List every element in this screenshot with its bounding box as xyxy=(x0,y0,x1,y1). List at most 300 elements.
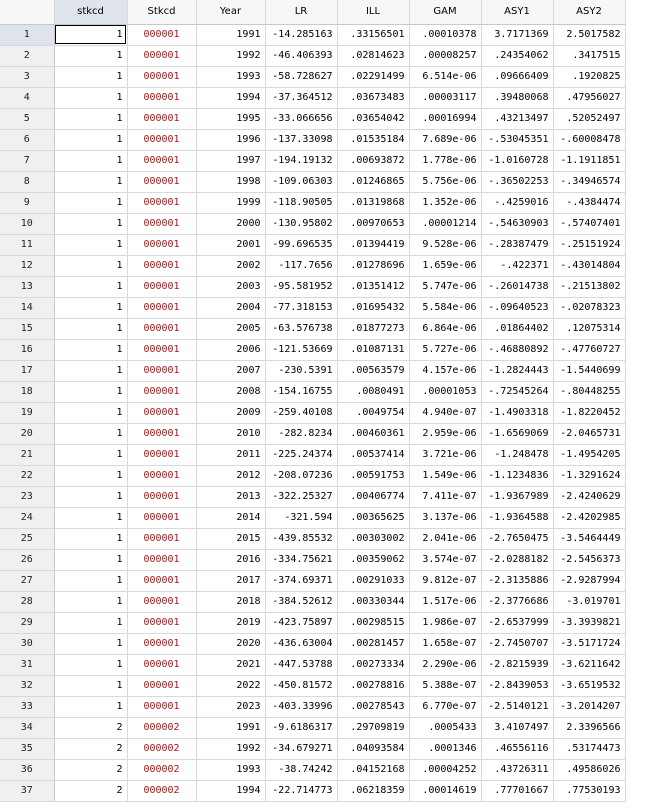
cell-lr[interactable]: -450.81572 xyxy=(265,675,337,696)
cell-stkcd[interactable]: 000001 xyxy=(127,276,196,297)
cell-gam[interactable]: 9.528e-06 xyxy=(409,234,481,255)
cell-stkcd[interactable]: 000001 xyxy=(127,570,196,591)
cell-lr[interactable]: -322.25327 xyxy=(265,486,337,507)
row-number[interactable]: 26 xyxy=(0,549,54,570)
cell-year[interactable]: 2016 xyxy=(196,549,265,570)
cell-ill[interactable]: .00693872 xyxy=(337,150,409,171)
cell-stkcd[interactable]: 1 xyxy=(54,549,127,570)
cell-year[interactable]: 1994 xyxy=(196,87,265,108)
cell-year[interactable]: 1994 xyxy=(196,780,265,801)
cell-gam[interactable]: .00004252 xyxy=(409,759,481,780)
cell-lr[interactable]: -95.581952 xyxy=(265,276,337,297)
cell-stkcd[interactable]: 1 xyxy=(54,87,127,108)
cell-lr[interactable]: -37.364512 xyxy=(265,87,337,108)
cell-ill[interactable]: .04093584 xyxy=(337,738,409,759)
cell-stkcd[interactable]: 1 xyxy=(54,150,127,171)
cell-ill[interactable]: .00563579 xyxy=(337,360,409,381)
cell-stkcd[interactable]: 000002 xyxy=(127,738,196,759)
cell-asy2[interactable]: -1.5440699 xyxy=(553,360,625,381)
cell-asy1[interactable]: 3.7171369 xyxy=(481,24,553,45)
cell-stkcd[interactable]: 000001 xyxy=(127,255,196,276)
cell-ill[interactable]: .00303002 xyxy=(337,528,409,549)
row-number[interactable]: 24 xyxy=(0,507,54,528)
cell-stkcd[interactable]: 1 xyxy=(54,423,127,444)
cell-asy1[interactable]: -1.0160728 xyxy=(481,150,553,171)
cell-gam[interactable]: .00001053 xyxy=(409,381,481,402)
cell-lr[interactable]: -194.19132 xyxy=(265,150,337,171)
cell-year[interactable]: 2018 xyxy=(196,591,265,612)
cell-stkcd[interactable]: 000001 xyxy=(127,654,196,675)
cell-gam[interactable]: 6.770e-07 xyxy=(409,696,481,717)
cell-year[interactable]: 2000 xyxy=(196,213,265,234)
cell-gam[interactable]: 3.137e-06 xyxy=(409,507,481,528)
cell-stkcd[interactable]: 000001 xyxy=(127,108,196,129)
column-header-asy2[interactable]: ASY2 xyxy=(553,0,625,24)
row-number[interactable]: 6 xyxy=(0,129,54,150)
cell-ill[interactable]: .00278543 xyxy=(337,696,409,717)
cell-asy2[interactable]: -.34946574 xyxy=(553,171,625,192)
cell-asy1[interactable]: .09666409 xyxy=(481,66,553,87)
cell-stkcd[interactable]: 1 xyxy=(54,171,127,192)
cell-asy1[interactable]: -.28387479 xyxy=(481,234,553,255)
cell-stkcd[interactable]: 000001 xyxy=(127,234,196,255)
cell-asy2[interactable]: 2.5017582 xyxy=(553,24,625,45)
cell-gam[interactable]: 5.756e-06 xyxy=(409,171,481,192)
cell-asy2[interactable]: -3.3939821 xyxy=(553,612,625,633)
cell-asy2[interactable]: -2.9287994 xyxy=(553,570,625,591)
cell-year[interactable]: 2012 xyxy=(196,465,265,486)
cell-asy1[interactable]: .46556116 xyxy=(481,738,553,759)
cell-asy1[interactable]: -.46880892 xyxy=(481,339,553,360)
cell-stkcd[interactable]: 000001 xyxy=(127,549,196,570)
cell-asy1[interactable]: -2.3135886 xyxy=(481,570,553,591)
cell-stkcd[interactable]: 000001 xyxy=(127,171,196,192)
row-number[interactable]: 3 xyxy=(0,66,54,87)
cell-year[interactable]: 2014 xyxy=(196,507,265,528)
cell-lr[interactable]: -46.406393 xyxy=(265,45,337,66)
cell-stkcd[interactable]: 000001 xyxy=(127,192,196,213)
cell-ill[interactable]: .00298515 xyxy=(337,612,409,633)
cell-stkcd[interactable]: 000001 xyxy=(127,423,196,444)
cell-ill[interactable]: .0080491 xyxy=(337,381,409,402)
cell-stkcd[interactable]: 000001 xyxy=(127,633,196,654)
cell-year[interactable]: 2015 xyxy=(196,528,265,549)
cell-asy2[interactable]: .49586026 xyxy=(553,759,625,780)
row-number[interactable]: 13 xyxy=(0,276,54,297)
cell-stkcd[interactable]: 000001 xyxy=(127,696,196,717)
cell-asy1[interactable]: -.09640523 xyxy=(481,297,553,318)
cell-asy2[interactable]: -.25151924 xyxy=(553,234,625,255)
cell-asy2[interactable]: -3.2014207 xyxy=(553,696,625,717)
cell-gam[interactable]: 1.778e-06 xyxy=(409,150,481,171)
cell-stkcd[interactable]: 1 xyxy=(54,381,127,402)
row-number[interactable]: 30 xyxy=(0,633,54,654)
cell-stkcd[interactable]: 000001 xyxy=(127,87,196,108)
cell-gam[interactable]: .00001214 xyxy=(409,213,481,234)
cell-lr[interactable]: -121.53669 xyxy=(265,339,337,360)
cell-asy2[interactable]: -1.3291624 xyxy=(553,465,625,486)
cell-asy1[interactable]: .43726311 xyxy=(481,759,553,780)
cell-asy1[interactable]: -1.9364588 xyxy=(481,507,553,528)
cell-year[interactable]: 1998 xyxy=(196,171,265,192)
cell-stkcd[interactable]: 2 xyxy=(54,780,127,801)
cell-gam[interactable]: 7.689e-06 xyxy=(409,129,481,150)
cell-year[interactable]: 2019 xyxy=(196,612,265,633)
cell-stkcd[interactable]: 000001 xyxy=(127,528,196,549)
cell-ill[interactable]: .04152168 xyxy=(337,759,409,780)
row-number[interactable]: 5 xyxy=(0,108,54,129)
cell-stkcd[interactable]: 1 xyxy=(54,318,127,339)
row-number[interactable]: 21 xyxy=(0,444,54,465)
row-number[interactable]: 7 xyxy=(0,150,54,171)
cell-ill[interactable]: .00460361 xyxy=(337,423,409,444)
cell-asy1[interactable]: 3.4107497 xyxy=(481,717,553,738)
cell-ill[interactable]: .03673483 xyxy=(337,87,409,108)
cell-gam[interactable]: 5.727e-06 xyxy=(409,339,481,360)
cell-stkcd[interactable]: 1 xyxy=(54,675,127,696)
cell-gam[interactable]: 3.721e-06 xyxy=(409,444,481,465)
row-number[interactable]: 28 xyxy=(0,591,54,612)
cell-stkcd[interactable]: 000001 xyxy=(127,24,196,45)
row-number[interactable]: 23 xyxy=(0,486,54,507)
cell-stkcd[interactable]: 000001 xyxy=(127,66,196,87)
cell-year[interactable]: 2022 xyxy=(196,675,265,696)
cell-ill[interactable]: .03654042 xyxy=(337,108,409,129)
cell-stkcd[interactable]: 1 xyxy=(54,24,127,45)
cell-lr[interactable]: -208.07236 xyxy=(265,465,337,486)
cell-stkcd[interactable]: 2 xyxy=(54,738,127,759)
cell-ill[interactable]: .00278816 xyxy=(337,675,409,696)
cell-gam[interactable]: 1.352e-06 xyxy=(409,192,481,213)
cell-stkcd[interactable]: 1 xyxy=(54,402,127,423)
row-number[interactable]: 17 xyxy=(0,360,54,381)
cell-ill[interactable]: .00406774 xyxy=(337,486,409,507)
cell-gam[interactable]: 2.290e-06 xyxy=(409,654,481,675)
row-number[interactable]: 36 xyxy=(0,759,54,780)
cell-lr[interactable]: -9.6186317 xyxy=(265,717,337,738)
cell-ill[interactable]: .06218359 xyxy=(337,780,409,801)
row-number[interactable]: 2 xyxy=(0,45,54,66)
cell-lr[interactable]: -117.7656 xyxy=(265,255,337,276)
cell-stkcd[interactable]: 1 xyxy=(54,696,127,717)
cell-asy2[interactable]: .1920825 xyxy=(553,66,625,87)
cell-year[interactable]: 1992 xyxy=(196,738,265,759)
cell-ill[interactable]: .02291499 xyxy=(337,66,409,87)
cell-year[interactable]: 2008 xyxy=(196,381,265,402)
cell-ill[interactable]: .33156501 xyxy=(337,24,409,45)
cell-lr[interactable]: -22.714773 xyxy=(265,780,337,801)
row-number[interactable]: 22 xyxy=(0,465,54,486)
cell-stkcd[interactable]: 1 xyxy=(54,360,127,381)
cell-year[interactable]: 1993 xyxy=(196,66,265,87)
cell-asy1[interactable]: -.26014738 xyxy=(481,276,553,297)
cell-gam[interactable]: 3.574e-07 xyxy=(409,549,481,570)
cell-stkcd[interactable]: 1 xyxy=(54,486,127,507)
cell-stkcd[interactable]: 1 xyxy=(54,192,127,213)
cell-ill[interactable]: .01535184 xyxy=(337,129,409,150)
cell-asy2[interactable]: .77530193 xyxy=(553,780,625,801)
cell-stkcd[interactable]: 000001 xyxy=(127,129,196,150)
cell-gam[interactable]: .0001346 xyxy=(409,738,481,759)
cell-stkcd[interactable]: 1 xyxy=(54,465,127,486)
cell-asy1[interactable]: -2.0288182 xyxy=(481,549,553,570)
cell-stkcd[interactable]: 1 xyxy=(54,66,127,87)
cell-stkcd[interactable]: 1 xyxy=(54,633,127,654)
cell-lr[interactable]: -33.066656 xyxy=(265,108,337,129)
cell-asy1[interactable]: .43213497 xyxy=(481,108,553,129)
cell-asy1[interactable]: .77701667 xyxy=(481,780,553,801)
cell-asy2[interactable]: -1.8220452 xyxy=(553,402,625,423)
cell-ill[interactable]: .01278696 xyxy=(337,255,409,276)
column-header-stkcd[interactable]: stkcd xyxy=(54,0,127,24)
cell-asy2[interactable]: -.47760727 xyxy=(553,339,625,360)
cell-stkcd[interactable]: 000001 xyxy=(127,507,196,528)
cell-stkcd[interactable]: 1 xyxy=(54,612,127,633)
cell-gam[interactable]: 7.411e-07 xyxy=(409,486,481,507)
row-number[interactable]: 34 xyxy=(0,717,54,738)
cell-ill[interactable]: .00330344 xyxy=(337,591,409,612)
cell-lr[interactable]: -423.75897 xyxy=(265,612,337,633)
cell-asy2[interactable]: -.4384474 xyxy=(553,192,625,213)
cell-asy1[interactable]: .39480068 xyxy=(481,87,553,108)
cell-stkcd[interactable]: 000002 xyxy=(127,780,196,801)
cell-asy2[interactable]: -1.4954205 xyxy=(553,444,625,465)
cell-gam[interactable]: .0005433 xyxy=(409,717,481,738)
cell-stkcd[interactable]: 1 xyxy=(54,654,127,675)
cell-ill[interactable]: .29709819 xyxy=(337,717,409,738)
cell-lr[interactable]: -77.318153 xyxy=(265,297,337,318)
cell-ill[interactable]: .02814623 xyxy=(337,45,409,66)
cell-year[interactable]: 2006 xyxy=(196,339,265,360)
cell-stkcd[interactable]: 000001 xyxy=(127,297,196,318)
cell-asy2[interactable]: -3.5464449 xyxy=(553,528,625,549)
cell-year[interactable]: 2020 xyxy=(196,633,265,654)
cell-asy2[interactable]: -3.019701 xyxy=(553,591,625,612)
column-header-year[interactable]: Year xyxy=(196,0,265,24)
cell-year[interactable]: 1993 xyxy=(196,759,265,780)
cell-asy1[interactable]: -1.248478 xyxy=(481,444,553,465)
cell-lr[interactable]: -99.696535 xyxy=(265,234,337,255)
cell-lr[interactable]: -225.24374 xyxy=(265,444,337,465)
cell-gam[interactable]: 5.584e-06 xyxy=(409,297,481,318)
cell-year[interactable]: 2009 xyxy=(196,402,265,423)
cell-lr[interactable]: -63.576738 xyxy=(265,318,337,339)
cell-gam[interactable]: 6.514e-06 xyxy=(409,66,481,87)
cell-lr[interactable]: -374.69371 xyxy=(265,570,337,591)
cell-stkcd[interactable]: 1 xyxy=(54,45,127,66)
cell-asy1[interactable]: -2.3776686 xyxy=(481,591,553,612)
cell-asy2[interactable]: -2.5456373 xyxy=(553,549,625,570)
cell-lr[interactable]: -109.06303 xyxy=(265,171,337,192)
cell-gam[interactable]: 2.041e-06 xyxy=(409,528,481,549)
cell-stkcd[interactable]: 1 xyxy=(54,591,127,612)
row-number[interactable]: 4 xyxy=(0,87,54,108)
cell-year[interactable]: 2023 xyxy=(196,696,265,717)
cell-gam[interactable]: 4.940e-07 xyxy=(409,402,481,423)
cell-asy2[interactable]: -.60008478 xyxy=(553,129,625,150)
row-number[interactable]: 20 xyxy=(0,423,54,444)
cell-stkcd[interactable]: 000001 xyxy=(127,150,196,171)
cell-stkcd[interactable]: 1 xyxy=(54,129,127,150)
column-header-asy1[interactable]: ASY1 xyxy=(481,0,553,24)
cell-asy1[interactable]: -1.6569069 xyxy=(481,423,553,444)
cell-asy1[interactable]: -2.7450707 xyxy=(481,633,553,654)
cell-stkcd[interactable]: 1 xyxy=(54,570,127,591)
cell-asy2[interactable]: -.80448255 xyxy=(553,381,625,402)
cell-stkcd[interactable]: 000001 xyxy=(127,465,196,486)
cell-asy2[interactable]: -2.0465731 xyxy=(553,423,625,444)
cell-lr[interactable]: -282.8234 xyxy=(265,423,337,444)
cell-gam[interactable]: 1.517e-06 xyxy=(409,591,481,612)
cell-year[interactable]: 2013 xyxy=(196,486,265,507)
cell-stkcd[interactable]: 000001 xyxy=(127,381,196,402)
cell-year[interactable]: 2004 xyxy=(196,297,265,318)
cell-ill[interactable]: .00281457 xyxy=(337,633,409,654)
cell-year[interactable]: 1999 xyxy=(196,192,265,213)
row-number[interactable]: 11 xyxy=(0,234,54,255)
cell-lr[interactable]: -436.63004 xyxy=(265,633,337,654)
cell-asy2[interactable]: -.57407401 xyxy=(553,213,625,234)
corner-cell[interactable] xyxy=(0,0,54,24)
cell-gam[interactable]: 5.388e-07 xyxy=(409,675,481,696)
row-number[interactable]: 8 xyxy=(0,171,54,192)
cell-stkcd[interactable]: 000001 xyxy=(127,402,196,423)
column-header-stkcd[interactable]: Stkcd xyxy=(127,0,196,24)
cell-stkcd[interactable]: 000001 xyxy=(127,339,196,360)
cell-asy2[interactable]: .52052497 xyxy=(553,108,625,129)
cell-lr[interactable]: -384.52612 xyxy=(265,591,337,612)
cell-gam[interactable]: 5.747e-06 xyxy=(409,276,481,297)
cell-ill[interactable]: .00591753 xyxy=(337,465,409,486)
cell-asy1[interactable]: .01864402 xyxy=(481,318,553,339)
cell-lr[interactable]: -403.33996 xyxy=(265,696,337,717)
row-number[interactable]: 18 xyxy=(0,381,54,402)
cell-asy1[interactable]: -2.8215939 xyxy=(481,654,553,675)
cell-stkcd[interactable]: 000001 xyxy=(127,444,196,465)
row-number[interactable]: 12 xyxy=(0,255,54,276)
cell-stkcd[interactable]: 1 xyxy=(54,234,127,255)
column-header-lr[interactable]: LR xyxy=(265,0,337,24)
cell-lr[interactable]: -34.679271 xyxy=(265,738,337,759)
cell-asy2[interactable]: -2.4202985 xyxy=(553,507,625,528)
cell-lr[interactable]: -259.40108 xyxy=(265,402,337,423)
cell-ill[interactable]: .01351412 xyxy=(337,276,409,297)
cell-ill[interactable]: .0049754 xyxy=(337,402,409,423)
cell-ill[interactable]: .00273334 xyxy=(337,654,409,675)
cell-stkcd[interactable]: 1 xyxy=(54,108,127,129)
cell-gam[interactable]: 9.812e-07 xyxy=(409,570,481,591)
cell-ill[interactable]: .01319868 xyxy=(337,192,409,213)
cell-ill[interactable]: .01394419 xyxy=(337,234,409,255)
column-header-ill[interactable]: ILL xyxy=(337,0,409,24)
row-number[interactable]: 9 xyxy=(0,192,54,213)
cell-year[interactable]: 2001 xyxy=(196,234,265,255)
row-number[interactable]: 16 xyxy=(0,339,54,360)
cell-stkcd[interactable]: 1 xyxy=(54,528,127,549)
cell-year[interactable]: 2021 xyxy=(196,654,265,675)
cell-stkcd[interactable]: 000001 xyxy=(127,486,196,507)
cell-asy1[interactable]: -.54630903 xyxy=(481,213,553,234)
cell-asy1[interactable]: -2.5140121 xyxy=(481,696,553,717)
cell-asy2[interactable]: 2.3396566 xyxy=(553,717,625,738)
cell-ill[interactable]: .00359062 xyxy=(337,549,409,570)
cell-stkcd[interactable]: 000001 xyxy=(127,591,196,612)
cell-gam[interactable]: 2.959e-06 xyxy=(409,423,481,444)
cell-asy1[interactable]: -2.8439053 xyxy=(481,675,553,696)
cell-asy1[interactable]: -1.9367989 xyxy=(481,486,553,507)
cell-ill[interactable]: .00291033 xyxy=(337,570,409,591)
cell-year[interactable]: 1992 xyxy=(196,45,265,66)
cell-ill[interactable]: .00365625 xyxy=(337,507,409,528)
cell-asy1[interactable]: -2.6537999 xyxy=(481,612,553,633)
cell-asy2[interactable]: -3.6519532 xyxy=(553,675,625,696)
cell-lr[interactable]: -130.95802 xyxy=(265,213,337,234)
cell-year[interactable]: 2010 xyxy=(196,423,265,444)
cell-lr[interactable]: -118.90505 xyxy=(265,192,337,213)
cell-stkcd[interactable]: 000001 xyxy=(127,612,196,633)
cell-gam[interactable]: 4.157e-06 xyxy=(409,360,481,381)
cell-lr[interactable]: -447.53788 xyxy=(265,654,337,675)
cell-stkcd[interactable]: 1 xyxy=(54,213,127,234)
cell-lr[interactable]: -321.594 xyxy=(265,507,337,528)
cell-year[interactable]: 2007 xyxy=(196,360,265,381)
cell-ill[interactable]: .01246865 xyxy=(337,171,409,192)
cell-asy2[interactable]: .3417515 xyxy=(553,45,625,66)
row-number[interactable]: 15 xyxy=(0,318,54,339)
cell-stkcd[interactable]: 1 xyxy=(54,297,127,318)
cell-gam[interactable]: .00003117 xyxy=(409,87,481,108)
cell-gam[interactable]: 1.658e-07 xyxy=(409,633,481,654)
row-number[interactable]: 29 xyxy=(0,612,54,633)
cell-ill[interactable]: .01877273 xyxy=(337,318,409,339)
cell-asy1[interactable]: .24354062 xyxy=(481,45,553,66)
cell-stkcd[interactable]: 000001 xyxy=(127,675,196,696)
cell-asy2[interactable]: .47956027 xyxy=(553,87,625,108)
cell-gam[interactable]: .00016994 xyxy=(409,108,481,129)
cell-year[interactable]: 1996 xyxy=(196,129,265,150)
cell-stkcd[interactable]: 000002 xyxy=(127,717,196,738)
cell-ill[interactable]: .00970653 xyxy=(337,213,409,234)
cell-stkcd[interactable]: 1 xyxy=(54,339,127,360)
row-number[interactable]: 10 xyxy=(0,213,54,234)
cell-year[interactable]: 2005 xyxy=(196,318,265,339)
cell-gam[interactable]: 1.986e-07 xyxy=(409,612,481,633)
row-number[interactable]: 32 xyxy=(0,675,54,696)
cell-lr[interactable]: -58.728627 xyxy=(265,66,337,87)
cell-year[interactable]: 2017 xyxy=(196,570,265,591)
cell-asy1[interactable]: -1.1234836 xyxy=(481,465,553,486)
cell-asy1[interactable]: -.36502253 xyxy=(481,171,553,192)
cell-lr[interactable]: -439.85532 xyxy=(265,528,337,549)
cell-gam[interactable]: 1.549e-06 xyxy=(409,465,481,486)
column-header-gam[interactable]: GAM xyxy=(409,0,481,24)
cell-asy1[interactable]: -2.7650475 xyxy=(481,528,553,549)
cell-gam[interactable]: .00010378 xyxy=(409,24,481,45)
cell-asy1[interactable]: -.422371 xyxy=(481,255,553,276)
cell-stkcd[interactable]: 000001 xyxy=(127,318,196,339)
row-number[interactable]: 14 xyxy=(0,297,54,318)
cell-asy1[interactable]: -.53045351 xyxy=(481,129,553,150)
row-number[interactable]: 37 xyxy=(0,780,54,801)
cell-lr[interactable]: -154.16755 xyxy=(265,381,337,402)
cell-stkcd[interactable]: 2 xyxy=(54,717,127,738)
row-number[interactable]: 27 xyxy=(0,570,54,591)
cell-asy1[interactable]: -1.2824443 xyxy=(481,360,553,381)
cell-asy2[interactable]: -2.4240629 xyxy=(553,486,625,507)
cell-year[interactable]: 2003 xyxy=(196,276,265,297)
cell-asy1[interactable]: -.4259016 xyxy=(481,192,553,213)
cell-lr[interactable]: -334.75621 xyxy=(265,549,337,570)
